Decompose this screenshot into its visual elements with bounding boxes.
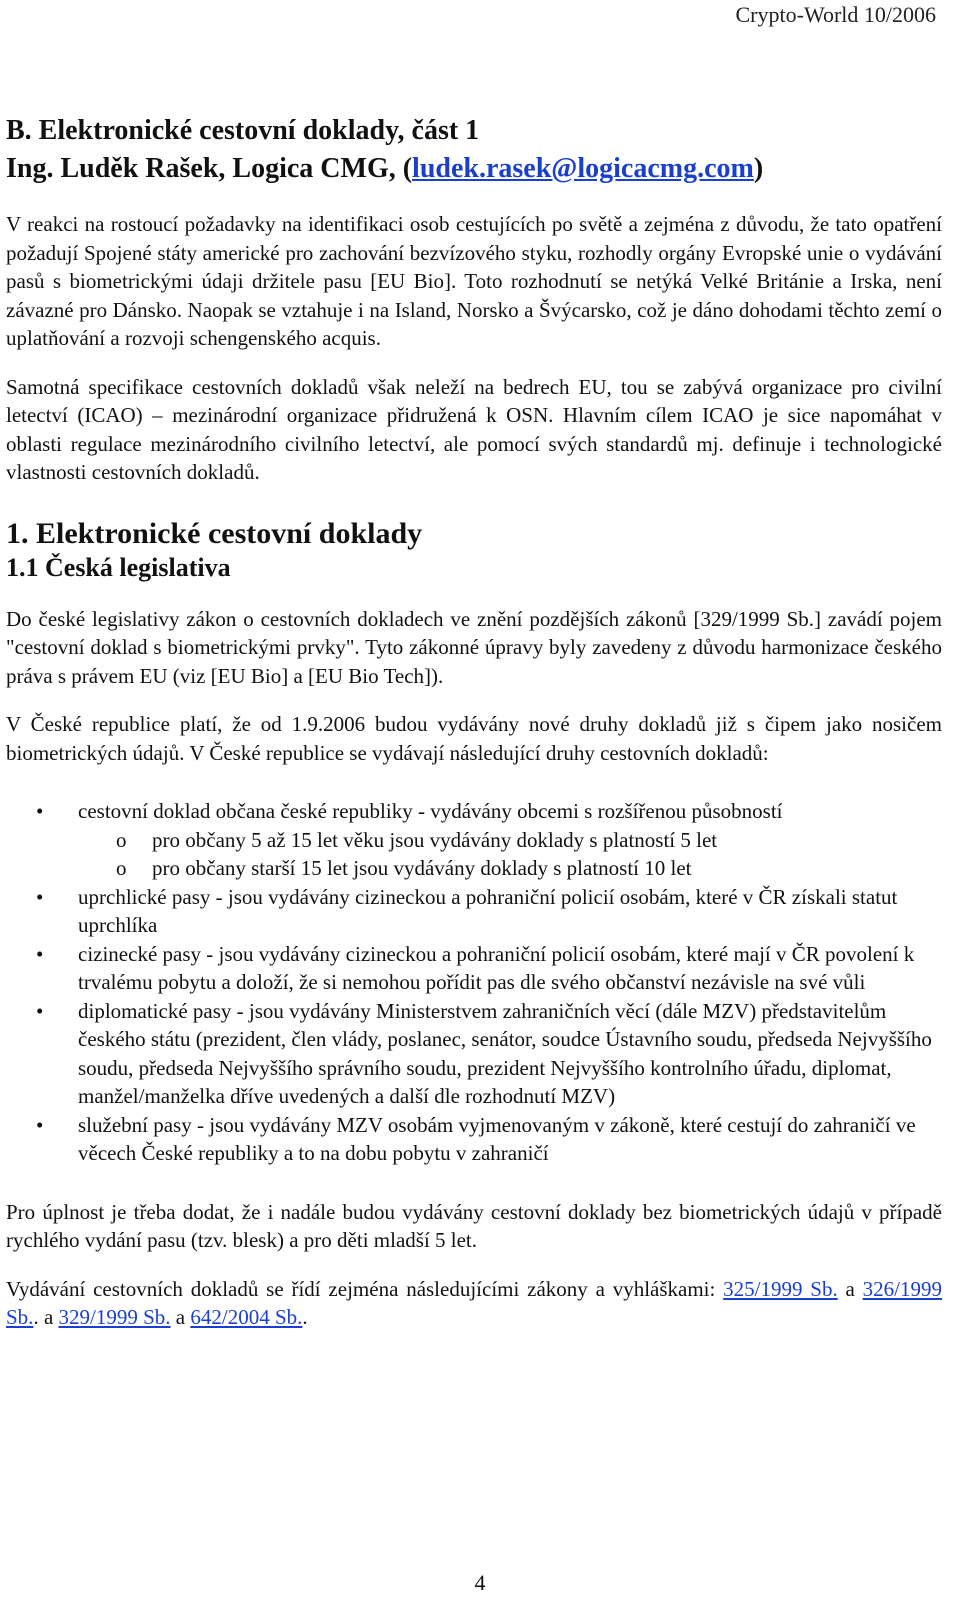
bullet-marker: • [36, 799, 44, 823]
final-period: . [302, 1305, 308, 1329]
sub-list-item-text: pro občany starší 15 let jsou vydávány doklady s platností 10 let [152, 856, 692, 880]
author-suffix: ) [753, 153, 764, 184]
circle-marker: o [116, 856, 127, 880]
list-item-text: služební pasy - jsou vydávány MZV osobám vyjmenovaným v zákoně, které cestují do zahraničí ve věcech České republiky a to na dobu pobytu v zahraničí [78, 1112, 916, 1165]
sub-list-item-text: pro občany 5 až 15 let věku jsou vydávány doklady s platností 5 let [152, 827, 718, 852]
list-item [6, 883, 942, 940]
list-item [6, 1111, 942, 1168]
document-body [6, 112, 942, 1332]
law-link-325-1999[interactable]: 325/1999 Sb. [723, 1276, 838, 1301]
bullet-marker: • [36, 1112, 44, 1137]
list-item [6, 797, 942, 883]
page-number: 4 [474, 1570, 486, 1595]
list-item [6, 940, 942, 997]
law-link-329-1999[interactable]: 329/1999 Sb. [58, 1305, 171, 1329]
list-item-text: cizinecké pasy - jsou vydávány cizineckou a pohraniční policií osobám, které mají v ČR povolení k trvalému pobytu a doloží, že si nemohou pořídit pas dle svého občanství nezávisle na své vůli [78, 941, 915, 994]
subsection-heading: 1.1 Česká legislativa [6, 552, 231, 582]
intro-paragraph-2: Samotná specifikace cestovních dokladů však neleží na bedrech EU, tou se zabývá organizace pro civilní letectví (ICAO) – mezinárodní organizace přidružená k OSN. Hlavním cílem ICAO je sice napomáhat v oblasti regulace mezinárodního civilního letectví, ale pomocí svých standardů mj. definuje i technologické vlastnosti cestovních dokladů. [6, 374, 942, 484]
law-link-326-1999[interactable]: 326/1999 Sb. [6, 1276, 943, 1329]
author-email-link[interactable]: ludek.rasek@logicacmg.com [412, 153, 754, 184]
section-heading: 1. Elektronické cestovní doklady [6, 516, 423, 550]
sub-list-item [6, 826, 942, 855]
bullet-marker: • [36, 941, 44, 966]
document-types-list [6, 797, 942, 1168]
legislation-paragraph-1: Do české legislativy zákon o cestovních dokladech ve znění pozdějších zákonů [329/1999 Sb.] zavádí pojem "cestovní doklad s biometrickými prvky". Tyto zákonné úpravy byly zavedeny z důvodu harmonizace českého práva s právem EU (viz [EU Bio] a [EU Bio Tech]). [6, 606, 942, 688]
list-item-text: uprchlické pasy - jsou vydávány cizineckou a pohraniční policií osobám, které v ČR získali statut uprchlíka [78, 884, 898, 937]
sub-list-item [6, 854, 942, 883]
connector-text: a [170, 1305, 191, 1329]
intro-paragraph-1: V reakci na rostoucí požadavky na identifikaci osob cestujících po světě a zejména z důvodu, že tato opatření požadují Spojené státy americké pro zachování bezvízového styku, rozhodly orgány Evropské unie o vydávání pasů s biometrickými údaji držitele pasu [EU Bio]. Toto rozhodnutí se netýká Velké Británie a Irska, není závazné pro Dánsko. Naopak se vztahuje i na Island, Norsko a Švýcarsko, což je dáno dohodami těchto zemí o uplatňování a rozvoji schengenského acquis. [6, 212, 942, 350]
list-item-text: cestovní doklad občana české republiky - vydávány obcemi s rozšířenou působností [78, 799, 783, 823]
laws-paragraph [6, 1275, 942, 1332]
list-item [6, 997, 942, 1111]
legislation-paragraph-2: V České republice platí, že od 1.9.2006 budou vydávány nové druhy dokladů již s čipem jako nosičem biometrických údajů. V České republice se vydávají následující druhy cestovních dokladů: [6, 712, 942, 765]
list-item-text: diplomatické pasy - jsou vydávány Ministerstvem zahraničních věcí (dále MZV) představitelům českého státu (prezident, člen vlády, poslanec, senátor, soudce Ústavního soudu, předseda Nejvyššího soudu, předseda Nejvyššího správního soudu, prezident Nejvyššího kontrolního úřadu, diplomat, manžel/manželka dříve uvedených a další dle rozhodnutí MZV) [78, 998, 932, 1108]
article-title-block [6, 112, 942, 188]
author-prefix: Ing. Luděk Rašek, Logica CMG, ( [6, 153, 413, 184]
article-title: B. Elektronické cestovní doklady, část 1 [6, 115, 480, 146]
laws-intro-text: Vydávání cestovních dokladů se řídí zejména následujícími zákony a vyhláškami: [6, 1276, 724, 1301]
connector-text: . a [33, 1305, 59, 1329]
bullet-marker: • [36, 998, 44, 1023]
circle-marker: o [116, 827, 127, 852]
author-line [6, 150, 942, 188]
journal-header: Crypto-World 10/2006 [735, 2, 936, 27]
connector-text: a [837, 1276, 863, 1301]
law-link-642-2004[interactable]: 642/2004 Sb. [190, 1305, 303, 1329]
bullet-marker: • [36, 884, 44, 909]
sub-list [6, 826, 942, 883]
legislation-paragraph-3: Pro úplnost je třeba dodat, že i nadále budou vydávány cestovní doklady bez biometrických údajů v případě rychlého vydání pasu (tzv. blesk) a pro děti mladší 5 let. [6, 1199, 942, 1252]
